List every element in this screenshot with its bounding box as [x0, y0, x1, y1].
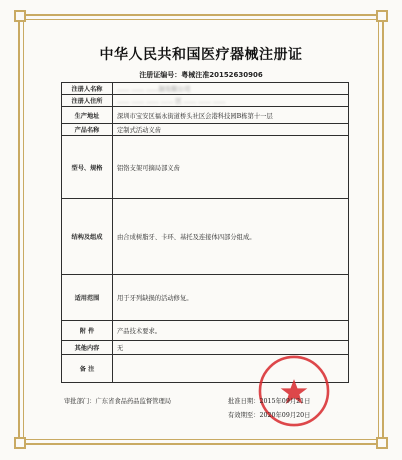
corner-ornament-top-left — [14, 10, 26, 22]
row-label: 产品名称 — [62, 124, 113, 136]
table-row — [62, 124, 349, 136]
table-row — [62, 83, 349, 95]
row-value: 用于牙列缺损的活动修复。 — [113, 275, 349, 321]
table-row — [62, 275, 349, 321]
row-label: 附 件 — [62, 321, 113, 341]
table-row — [62, 95, 349, 107]
row-value: 定制式活动义齿 — [113, 124, 349, 136]
row-label: 备 注 — [62, 355, 113, 383]
issuing-department: 审批部门：广东省食品药品监督管理局 — [64, 398, 172, 405]
registration-number: 注册证编号：粤械注准20152630906 — [139, 71, 263, 79]
row-label: 结构及组成 — [62, 199, 113, 275]
row-label: 注册人住所 — [62, 95, 113, 107]
corner-ornament-bottom-right — [376, 437, 388, 449]
table-row — [62, 136, 349, 199]
row-label: 其他内容 — [62, 341, 113, 355]
certificate-title: 中华人民共和国医疗器械注册证 — [99, 47, 303, 63]
row-value: 由合成树脂牙、卡环、基托及连接体四部分组成。 — [113, 199, 349, 275]
row-label: 型号、规格 — [62, 136, 113, 199]
certificate-table — [61, 82, 349, 383]
table-row — [62, 321, 349, 341]
approval-date: 批准日期：2015年09月21日 — [228, 398, 311, 405]
row-value: …… …… …… …… 区 …… …… …… — [113, 95, 349, 107]
row-value: …… …… ……制有限公司 — [113, 83, 349, 95]
table-row — [62, 199, 349, 275]
row-label: 生产地址 — [62, 107, 113, 124]
row-value: 产品技术要求。 — [113, 321, 349, 341]
row-label: 注册人名称 — [62, 83, 113, 95]
corner-ornament-top-right — [376, 10, 388, 22]
row-value: 深圳市宝安区福永街道桥头社区会港科技园B栋第十一层 — [113, 107, 349, 124]
row-label: 适用范围 — [62, 275, 113, 321]
table-row — [62, 341, 349, 355]
valid-until: 有效期至：2020年09月20日 — [228, 412, 311, 419]
corner-ornament-bottom-left — [14, 437, 26, 449]
row-value: 铝铬支架可摘局部义齿 — [113, 136, 349, 199]
table-row — [62, 107, 349, 124]
row-value: 无 — [113, 341, 349, 355]
